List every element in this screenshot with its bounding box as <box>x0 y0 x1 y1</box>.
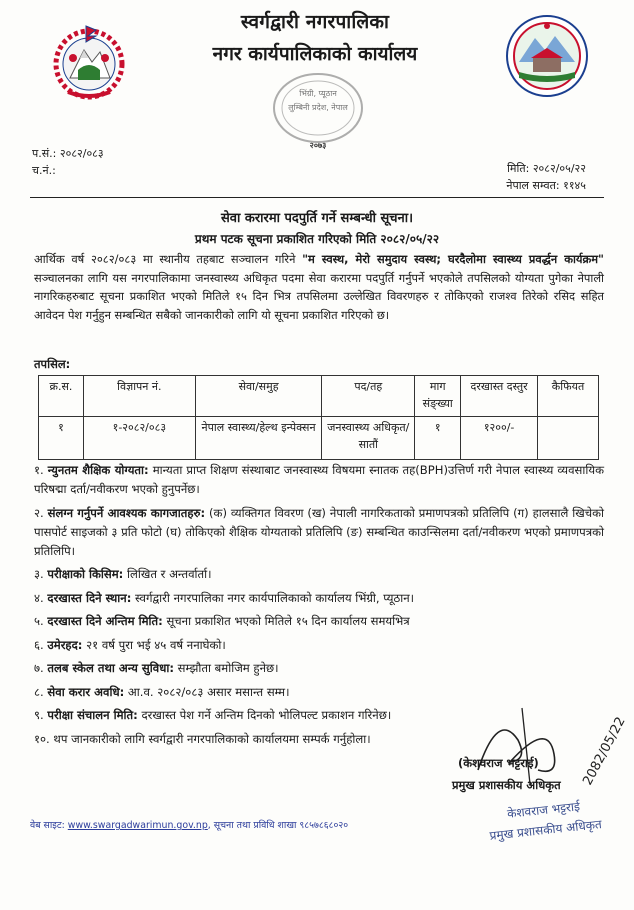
header-demand-count: माग संङ्ख्या <box>415 376 461 417</box>
list-item <box>34 612 604 631</box>
nepal-emblem-icon <box>48 22 130 102</box>
table-row <box>39 417 599 460</box>
item-label: परीक्षाको किसिम: <box>47 567 124 581</box>
municipality-logo-icon <box>505 14 589 98</box>
stamp-title: प्रमुख प्रशासकीय अधिकृत <box>488 817 603 843</box>
item-text: दरखास्त पेश गर्ने अन्तिम दिनको भोलिपल्ट प्रकाशन गरिनेछ। <box>137 708 392 722</box>
seal-line-1: भिंग्री, प्यूठान <box>299 89 337 98</box>
item-label: संलग्न गर्नुपर्ने आवश्यक कागजातहरु: <box>47 505 206 520</box>
item-text: २१ वर्ष पुरा भई ४५ वर्ष ननाघेको। <box>82 637 226 652</box>
list-item <box>34 461 604 499</box>
website-link[interactable]: www.swargadwarimun.gov.np <box>67 820 208 831</box>
item-number: ३. <box>34 567 44 581</box>
item-number: १. <box>34 463 44 477</box>
table-header-row <box>39 376 599 417</box>
item-number: ९. <box>34 708 44 722</box>
item-number: २. <box>34 505 44 520</box>
header-serial: क्र.स. <box>39 376 84 417</box>
cell-serial: १ <box>39 417 84 460</box>
cell-post-level: जनस्वास्थ्य अधिकृत/सातौं <box>322 417 415 460</box>
footer-suffix: , सूचना तथा प्रविधि शाखा ९८५७८६८०२० <box>207 820 349 831</box>
cell-application-fee: १२००/- <box>461 417 538 460</box>
cell-ad-no: १-२०८२/०८३ <box>83 417 195 460</box>
nepal-samvat: नेपाल सम्वत: ११४५ <box>506 179 586 192</box>
item-text: थप जानकारीको लागि स्वर्गद्वारी नगरपालिकाको कार्यालयमा सम्पर्क गर्नुहोला। <box>49 731 371 746</box>
letter-number: प.सं.: २०८२/०८३ <box>32 147 104 160</box>
details-label: तपसिल: <box>34 357 71 371</box>
intro-part-a: आर्थिक वर्ष २०८२/०८३ मा स्थानीय तहबाट सञ्चालन गरिने <box>34 252 303 266</box>
list-item <box>34 659 604 678</box>
handwritten-date: 2082/05/22 <box>580 714 629 788</box>
item-text: आ.व. २०८२/०८३ असार मसान्त सम्म। <box>124 684 290 699</box>
dispatch-number: च.नं.: <box>32 164 56 177</box>
seal-line-3: २०७३ <box>309 141 327 150</box>
footer-prefix: वेब साइट: <box>30 820 68 831</box>
item-label: दरखास्त दिने अन्तिम मिति: <box>47 614 163 628</box>
list-item <box>34 504 604 561</box>
footer <box>30 818 348 831</box>
header-application-fee: दरखास्त दस्तुर <box>461 376 538 417</box>
notice-intro <box>34 250 604 324</box>
item-label: उमेरहद: <box>47 637 83 652</box>
header-ad-no: विज्ञापन नं. <box>83 376 195 417</box>
notice-subtitle: प्रथम पटक सूचना प्रकाशित गरिएको मिति २०८२/०५/२२ <box>194 232 440 246</box>
item-label: सेवा करार अवधि: <box>47 684 125 699</box>
office-seal-icon <box>258 68 378 152</box>
list-item <box>34 636 604 655</box>
item-text: स्वर्गद्वारी नगरपालिका नगर कार्यपालिकाको कार्यालय भिंग्री, प्यूठान। <box>131 590 415 605</box>
item-label: दरखास्त दिने स्थान: <box>47 590 132 605</box>
item-label: न्युनतम शैक्षिक योग्यता: <box>47 463 149 477</box>
item-number: १०. <box>34 731 50 746</box>
item-label: तलब स्केल तथा अन्य सुविधा: <box>47 661 174 675</box>
header-divider <box>30 197 604 198</box>
notice-title: सेवा करारमा पदपुर्ति गर्ने सम्बन्धी सूचना। <box>220 211 414 226</box>
item-label: परीक्षा संचालन मिति: <box>47 708 138 722</box>
item-number: ६. <box>34 637 44 652</box>
list-item <box>34 683 604 702</box>
signatory-name: (केशवराज भट्टराई) <box>458 756 539 770</box>
item-number: ८. <box>34 684 44 699</box>
item-text: सूचना प्रकाशित भएको मितिले १५ दिन कार्यालय समयभित्र <box>162 614 410 628</box>
office-name: नगर कार्यपालिकाको कार्यालय <box>212 43 418 65</box>
intro-program-name: "म स्वस्थ, मेरो समुदाय स्वस्थ; घरदैलोमा स्वास्थ्य प्रवर्द्धन कार्यक्रम" <box>302 252 604 266</box>
header-remarks: कैफियत <box>538 376 599 417</box>
stamp-name: केशवराज भट्टराई <box>506 799 581 821</box>
list-item <box>34 565 604 584</box>
header-service-group: सेवा/समुह <box>195 376 322 417</box>
org-name: स्वर्गद्वारी नगरपालिका <box>240 11 390 33</box>
item-number: ५. <box>34 614 44 628</box>
name-stamp <box>468 792 622 855</box>
item-number: ७. <box>34 661 44 675</box>
item-text: (क) व्यक्तिगत विवरण (ख) नेपाली नागरिकताको प्रमाणपत्रको प्रतिलिपि (ग) हालसालै खिचेको पासपोर्ट साइजको ३ प्रति फोटो (घ) तोकिएको शैक्षिक योग्यताको प्रतिलिपि (ङ) सम्बन्धित काउन्सिलमा दर्ता/नवीकरण भएको प्रमाणपत्रको प्रतिलिपि। <box>34 505 604 558</box>
cell-demand-count: १ <box>415 417 461 460</box>
item-text: सम्झौता बमोजिम हुनेछ। <box>174 661 279 675</box>
intro-part-b: सञ्चालनका लागि यस नगरपालिकामा जनस्वास्थ्य अधिकृत पदमा सेवा करारमा पदपुर्ति गर्नुपर्ने भएकोले तपसिलको योग्यता पुगेका नेपाली नागरिकहरुबाट सूचना प्रकाशित भएको मितिले १५ दिन भित्र तपसिलमा उल्लेखित विवरणहरु र तोकिएको राजश्व तिरेको रसिद सहित आवेदन पेश गर्नुहुन सम्बन्धित सबैको जानकारीको लागि यो सूचना प्रकाशित गरिएको छ। <box>34 270 604 322</box>
cell-service-group: नेपाल स्वास्थ्य/हेल्थ इन्पेक्सन <box>195 417 322 460</box>
list-item <box>34 589 604 608</box>
notice-date: मिति: २०८२/०५/२२ <box>507 162 586 175</box>
signatory-title: प्रमुख प्रशासकीय अधिकृत <box>452 778 561 792</box>
header-post-level: पद/तह <box>322 376 415 417</box>
item-text: लिखित र अन्तर्वार्ता। <box>123 567 212 581</box>
item-number: ४. <box>34 590 44 605</box>
item-text: मान्यता प्राप्त शिक्षण संस्थाबाट जनस्वास्थ्य विषयमा स्नातक तह(BPH)उत्तिर्ण गरी नेपाल स्वास्थ्य व्यवसायिक परिषद्मा दर्ता/नवीकरण भएको हुनुपर्नेछ। <box>34 463 605 496</box>
seal-line-2: लुम्बिनी प्रदेश, नेपाल <box>288 103 348 112</box>
cell-remarks <box>538 417 599 460</box>
vacancy-table <box>38 375 599 460</box>
